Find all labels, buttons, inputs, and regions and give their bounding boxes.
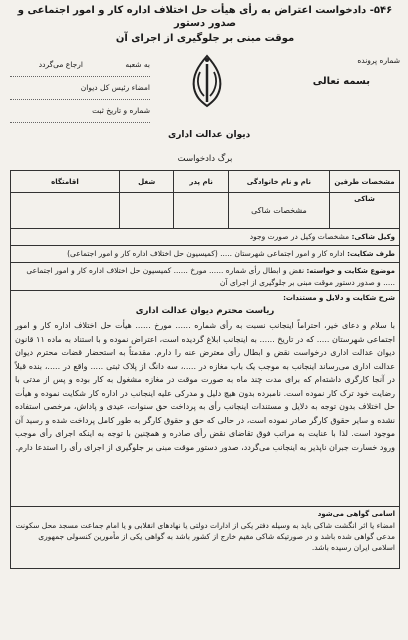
plaintiff-label: شاکی: [329, 193, 399, 229]
col-parties: مشخصات طرفین: [329, 171, 399, 193]
evidence-box: [10, 291, 400, 507]
parties-table: [10, 170, 400, 229]
col-address: اقامتگاه: [11, 171, 120, 193]
col-name: نام و نام خانوادگی: [228, 171, 329, 193]
petition-body: با سلام و دعای خیر، احتراماً اینجانب نسبت به رأی شماره ...... مورخ ...... هیأت حل اختلاف اداره کار و امور اجتماعی شهرستان ..... که در تاریخ ...... به اینجانب ابلاغ گردیده است، اعتراض نموده و با استناد به ماده ۱۱ قانون دیوان عدالت اداری درخواست نقض و ابطال رأی معترض عنه را دارم. مقدمتاً به استحضار قضات محترم دیوان عدالت اداری می‌رساند اینجانب به موجب یک باب مغازه در .....، سه دانگ از پلاک ثبتی ..... واقع در .....، بنده قبلاً در آنجا کارگری داشته‌ام که برای مدت چند ماه به صورت موقت در مغازه مشغول به کار بوده و پس از مدتی با رضایت خود ترک کار نموده است. نامبرده بدون هیچ دلیل و مدرکی علیه اینجانب در اداره کار شکایت نموده و هیأت حل اختلاف بدون توجه به دلایل و مستندات اینجانب رأی به پرداخت حق سنوات، عیدی و پاداش، مرخصی استفاده نشده و سایر حقوق کارگر صادر نموده است، در حالی که حق و حقوق کارگر به طور کامل پرداخت شده و رسید آن موجود است. لذا با عنایت به مراتب فوق تقاضای نقض رأی صادره و همچنین با توجه به اینکه اجرای رأی موجب ورود خسارت جبران ناپذیر به اینجانب می‌گردد، صدور دستور موقت مبنی بر جلوگیری از اجرای رأی را استدعا دارم.: [15, 321, 396, 452]
document-title-line1: ۵۴۶- دادخواست اعتراض به رأی هیأت حل اختلاف اداره کار و امور اجتماعی و صدور دستور: [17, 5, 393, 29]
file-number-label: شماره پرونده: [357, 56, 400, 65]
iran-emblem-icon: [180, 52, 234, 112]
court-name: دیوان عدالت اداری: [168, 130, 251, 140]
header-zone: [10, 50, 400, 160]
subject-value: نقض و ابطال رأی شماره ...... مورخ ...... کمیسیون حل اختلاف اداره کار و امور اجتماعی ..... و صدور دستور موقت مبنی بر جلوگیری از اجرای آن: [26, 266, 395, 287]
branch-label: به شعبه: [125, 60, 150, 69]
form-name: برگ دادخواست: [177, 154, 233, 164]
signature-line: امضاء رئیس کل دیوان: [10, 77, 150, 100]
defendant-label: طرف شکایت:: [347, 250, 395, 258]
witness-box: [10, 507, 400, 569]
salutation: ریاست محترم دیوان عدالت اداری: [135, 306, 275, 316]
number-date-line: شماره و تاریخ ثبت: [10, 100, 150, 123]
lawyer-value: مشخصات وکیل در صورت وجود: [249, 232, 350, 241]
subject-row: [10, 263, 400, 291]
col-father: نام پدر: [174, 171, 228, 193]
witness-label: اسامی گواهی می‌شود: [317, 510, 395, 518]
defendant-value: اداره کار و امور اجتماعی شهرستان ..... (کمیسیون حل اختلاف اداره کار و امور اجتماعی): [67, 249, 345, 258]
bismillah-text: بسمه تعالی: [312, 76, 370, 87]
plaintiff-name: مشخصات شاکی: [228, 193, 329, 229]
branch-line: [10, 54, 150, 77]
witness-text: امضاء یا اثر انگشت شاکی باید به وسیله دفتر یکی از ادارات دولتی یا نهادهای انقلابی و یا امام جماعت مسجد محل سکونت مدعی گواهی شده باشد و در صورتیکه شاکی مقیم خارج از کشور باشد به گواهی یکی از مأمورین کنسولی جمهوری اسلامی ایران رسیده باشد.: [15, 521, 395, 552]
document-title-line2: موقت مبنی بر جلوگیری از اجرای آن: [115, 33, 295, 44]
evidence-label: شرح شکایت و دلایل و مستندات:: [283, 294, 395, 302]
defendant-row: [10, 246, 400, 263]
lawyer-row: [10, 229, 400, 246]
subject-label: موضوع شکایت و خواسته:: [306, 267, 395, 275]
col-job: شغل: [119, 171, 173, 193]
lawyer-label: وکیل شاکی:: [351, 233, 395, 241]
referred-label: ارجاع می‌گردد: [38, 60, 83, 69]
registry-box: [10, 54, 150, 123]
